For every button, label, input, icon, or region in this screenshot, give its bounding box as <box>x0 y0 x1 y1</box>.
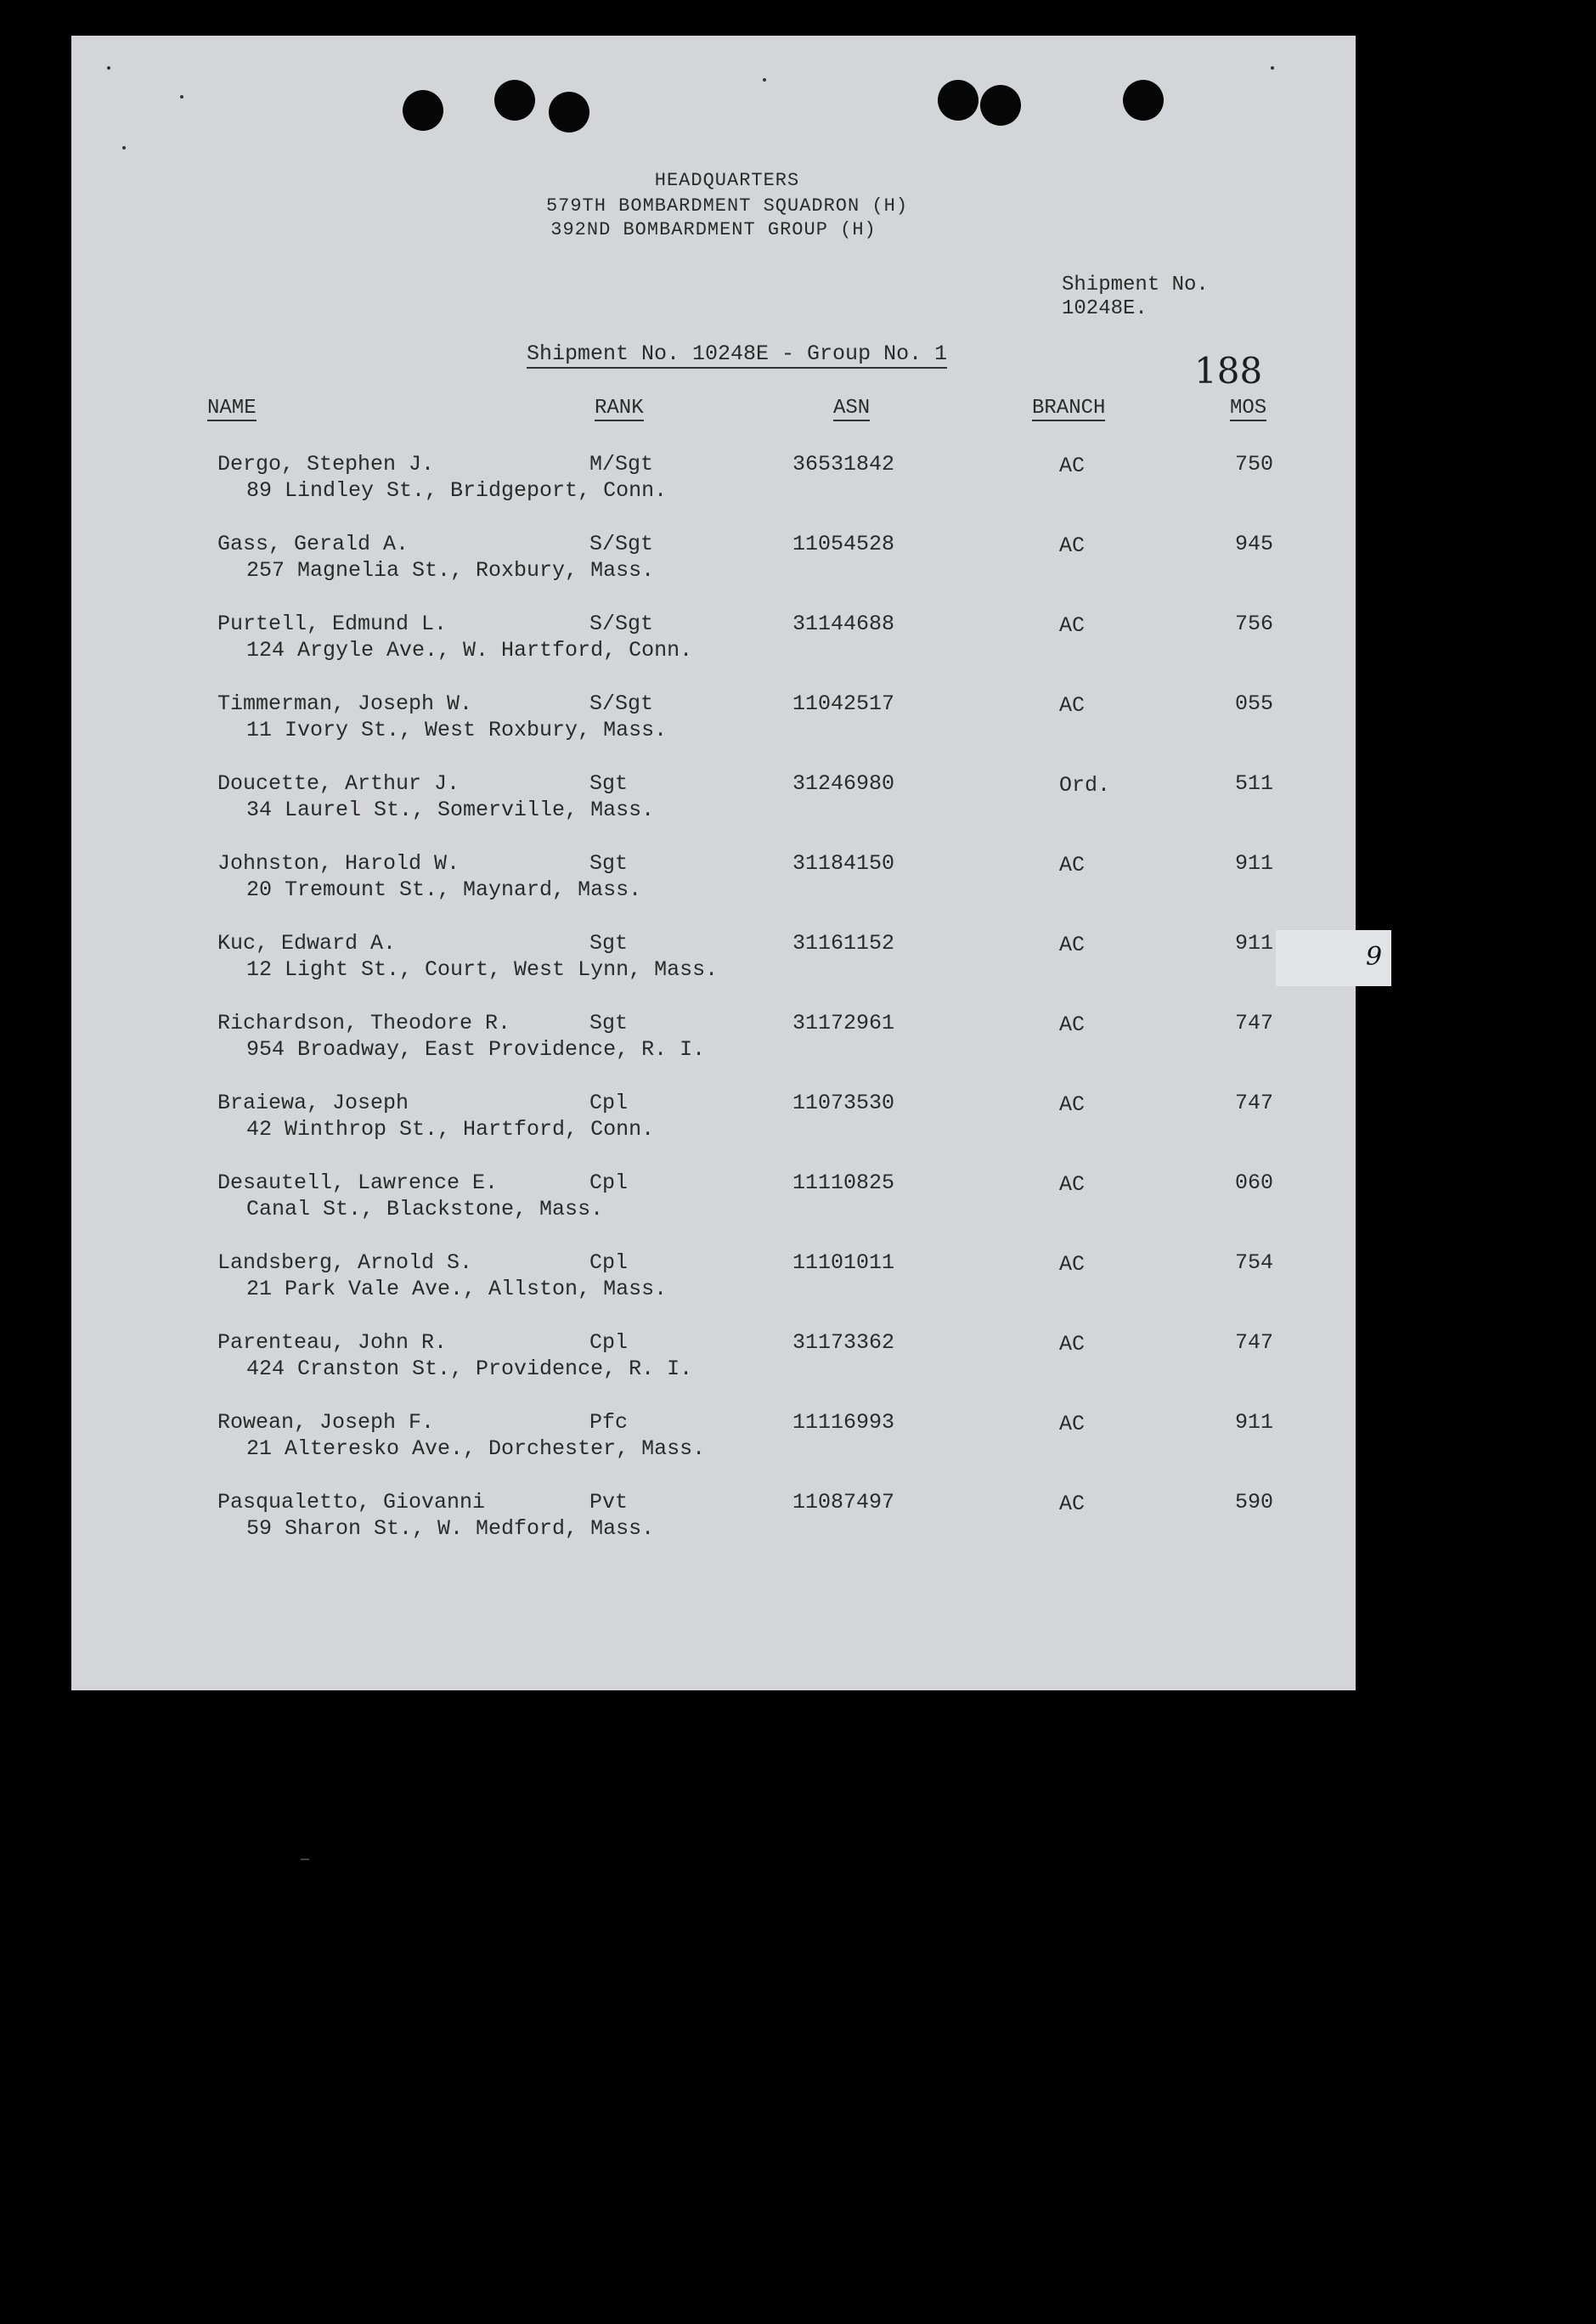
person-mos: 747 <box>1235 1330 1274 1355</box>
header-line-1: HEADQUARTERS <box>654 170 800 191</box>
roster-entry <box>71 1011 1356 1070</box>
person-mos: 747 <box>1235 1091 1274 1115</box>
person-mos: 911 <box>1235 931 1274 956</box>
punch-hole <box>1123 80 1164 121</box>
person-branch: AC <box>1059 1013 1086 1037</box>
person-mos: 060 <box>1235 1170 1274 1195</box>
dust-speck <box>180 95 183 99</box>
person-mos: 756 <box>1235 612 1274 636</box>
roster-entry <box>71 1410 1356 1469</box>
person-address: 11 Ivory St., West Roxbury, Mass. <box>246 718 668 742</box>
person-rank: Sgt <box>589 931 629 956</box>
person-branch: AC <box>1059 933 1086 957</box>
person-name: Landsberg, Arnold S. <box>217 1250 473 1275</box>
person-address: 34 Laurel St., Somerville, Mass. <box>246 798 655 822</box>
person-asn: 31184150 <box>792 851 895 876</box>
person-rank: S/Sgt <box>589 532 654 556</box>
roster-entry <box>71 532 1356 591</box>
person-branch: AC <box>1059 454 1086 478</box>
header-line-2: 579TH BOMBARDMENT SQUADRON (H) <box>545 195 909 217</box>
person-name: Braiewa, Joseph <box>217 1091 409 1115</box>
person-name: Richardson, Theodore R. <box>217 1011 511 1035</box>
person-rank: Sgt <box>589 1011 629 1035</box>
person-name: Rowean, Joseph F. <box>217 1410 435 1435</box>
punch-hole <box>938 80 978 121</box>
person-rank: S/Sgt <box>589 691 654 716</box>
shipment-title: Shipment No. 10248E - Group No. 1 <box>527 341 947 369</box>
person-asn: 11110825 <box>792 1170 895 1195</box>
person-address: 42 Winthrop St., Hartford, Conn. <box>246 1117 655 1142</box>
column-header-name: NAME <box>207 397 257 420</box>
person-branch: Ord. <box>1059 773 1111 798</box>
column-header-branch: BRANCH <box>1032 397 1106 420</box>
person-asn: 31172961 <box>792 1011 895 1035</box>
roster-entry <box>71 612 1356 671</box>
person-rank: Pvt <box>589 1490 629 1515</box>
page-number: 188 <box>1194 350 1263 392</box>
shipment-tag-label: Shipment No. <box>1062 274 1209 296</box>
person-address: 21 Park Vale Ave., Allston, Mass. <box>246 1277 668 1301</box>
person-rank: M/Sgt <box>589 452 654 477</box>
person-asn: 36531842 <box>792 452 895 477</box>
person-mos: 511 <box>1235 771 1274 796</box>
person-asn: 31144688 <box>792 612 895 636</box>
person-rank: Cpl <box>589 1330 629 1355</box>
person-mos: 750 <box>1235 452 1274 477</box>
punch-hole <box>980 85 1021 126</box>
column-header-mos: MOS <box>1230 397 1267 420</box>
person-address: 21 Alteresko Ave., Dorchester, Mass. <box>246 1436 706 1461</box>
person-asn: 11042517 <box>792 691 895 716</box>
person-asn: 31246980 <box>792 771 895 796</box>
person-asn: 31161152 <box>792 931 895 956</box>
person-mos: 945 <box>1235 532 1274 556</box>
column-header-asn: ASN <box>833 397 871 420</box>
person-branch: AC <box>1059 693 1086 718</box>
person-address: 954 Broadway, East Providence, R. I. <box>246 1037 706 1062</box>
person-rank: Sgt <box>589 771 629 796</box>
roster-entry <box>71 691 1356 751</box>
person-address: Canal St., Blackstone, Mass. <box>246 1197 604 1221</box>
person-mos: 911 <box>1235 1410 1274 1435</box>
person-rank: Cpl <box>589 1250 629 1275</box>
person-mos: 754 <box>1235 1250 1274 1275</box>
person-branch: AC <box>1059 1092 1086 1117</box>
person-branch: AC <box>1059 1172 1086 1197</box>
person-address: 89 Lindley St., Bridgeport, Conn. <box>246 478 668 503</box>
roster-entry <box>71 851 1356 911</box>
roster-entry <box>71 1170 1356 1230</box>
roster-entry <box>71 771 1356 831</box>
person-rank: Cpl <box>589 1091 629 1115</box>
person-mos: 911 <box>1235 851 1274 876</box>
person-mos: 055 <box>1235 691 1274 716</box>
person-asn: 11054528 <box>792 532 895 556</box>
roster-entry <box>71 1250 1356 1310</box>
person-name: Pasqualetto, Giovanni <box>217 1490 486 1515</box>
person-rank: S/Sgt <box>589 612 654 636</box>
person-rank: Sgt <box>589 851 629 876</box>
roster-entry <box>71 452 1356 511</box>
punch-hole <box>403 90 443 131</box>
side-tab <box>1276 930 1391 986</box>
shipment-tag <box>1062 274 1209 321</box>
person-branch: AC <box>1059 613 1086 638</box>
person-branch: AC <box>1059 853 1086 877</box>
side-tab-mark: 9 <box>1366 942 1383 972</box>
roster-entry <box>71 931 1356 990</box>
roster-entry <box>71 1330 1356 1390</box>
pencil-mark <box>301 1859 309 1860</box>
roster-entry <box>71 1490 1356 1549</box>
person-mos: 747 <box>1235 1011 1274 1035</box>
person-asn: 11116993 <box>792 1410 895 1435</box>
person-rank: Pfc <box>589 1410 629 1435</box>
person-rank: Cpl <box>589 1170 629 1195</box>
person-branch: AC <box>1059 1492 1086 1516</box>
person-address: 424 Cranston St., Providence, R. I. <box>246 1357 693 1381</box>
punch-hole <box>494 80 535 121</box>
person-address: 20 Tremount St., Maynard, Mass. <box>246 877 642 902</box>
person-name: Purtell, Edmund L. <box>217 612 448 636</box>
person-name: Dergo, Stephen J. <box>217 452 435 477</box>
person-asn: 11087497 <box>792 1490 895 1515</box>
person-address: 12 Light St., Court, West Lynn, Mass. <box>246 957 719 982</box>
header-line-3: 392ND BOMBARDMENT GROUP (H) <box>550 219 877 240</box>
person-name: Desautell, Lawrence E. <box>217 1170 499 1195</box>
document-page <box>71 36 1356 1690</box>
person-mos: 590 <box>1235 1490 1274 1515</box>
person-branch: AC <box>1059 533 1086 558</box>
person-asn: 31173362 <box>792 1330 895 1355</box>
person-address: 124 Argyle Ave., W. Hartford, Conn. <box>246 638 693 663</box>
person-address: 59 Sharon St., W. Medford, Mass. <box>246 1516 655 1541</box>
person-address: 257 Magnelia St., Roxbury, Mass. <box>246 558 655 583</box>
person-branch: AC <box>1059 1252 1086 1277</box>
column-header-rank: RANK <box>595 397 644 420</box>
person-name: Doucette, Arthur J. <box>217 771 460 796</box>
dust-speck <box>122 146 126 149</box>
dust-speck <box>763 78 766 82</box>
dust-speck <box>107 66 110 70</box>
person-name: Timmerman, Joseph W. <box>217 691 473 716</box>
shipment-tag-number: 10248E. <box>1062 297 1148 320</box>
dust-speck <box>1271 66 1274 70</box>
person-name: Parenteau, John R. <box>217 1330 448 1355</box>
roster-entry <box>71 1091 1356 1150</box>
person-asn: 11073530 <box>792 1091 895 1115</box>
person-branch: AC <box>1059 1332 1086 1357</box>
person-branch: AC <box>1059 1412 1086 1436</box>
person-name: Gass, Gerald A. <box>217 532 409 556</box>
person-name: Kuc, Edward A. <box>217 931 397 956</box>
punch-hole <box>549 92 589 133</box>
person-asn: 11101011 <box>792 1250 895 1275</box>
person-name: Johnston, Harold W. <box>217 851 460 876</box>
